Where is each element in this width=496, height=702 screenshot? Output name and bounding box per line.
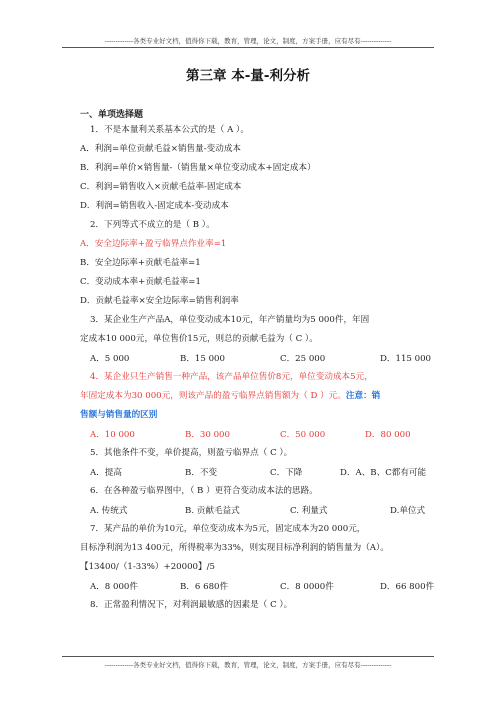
q1-option-d: D．利润=销售收入-固定成本-变动成本 (80, 201, 229, 211)
q3-stem-line2: 定成本10 000元，单位售价15元，则总的贡献毛益为（ C ）。 (80, 334, 318, 344)
q2-option-d: D．贡献毛益率×安全边际率=销售利润率 (80, 296, 239, 306)
q4-option: B．30 000 (185, 430, 230, 440)
q2-stem: 2．下列等式不成立的是（ B ）。 (90, 220, 215, 230)
q4-option: D．80 000 (365, 430, 411, 440)
q6-option: B. 贡献毛益式 (185, 506, 240, 516)
q5-option: A．提高 (90, 468, 122, 478)
q7-stem-line2: 目标净利润为13 400元，所得税率为33%，则实现目标净利润的销售量为（A）。 (80, 543, 389, 553)
q6-option: D.单位式 (390, 506, 426, 516)
q1-option-a: A．利润=单位贡献毛益×销售量-变动成本 (80, 144, 242, 154)
q4-option: A．10 000 (90, 430, 135, 440)
q5-option: C．下降 (270, 468, 303, 478)
q5-option: B．不变 (185, 468, 218, 478)
chapter-title: 第三章 本-量-利分析 (186, 68, 310, 84)
q7-option: B．6 680件 (180, 582, 229, 592)
q1-stem: 1．不是本量利关系基本公式的是（ A ）。 (90, 125, 249, 135)
q4-note-line2: 售额与销售量的区别 (80, 410, 158, 420)
q6-option: C. 利量式 (290, 506, 328, 516)
q3-option: B．15 000 (180, 354, 225, 364)
q7-option: C．8 0000件 (280, 582, 334, 592)
q3-option: C．25 000 (280, 354, 326, 364)
q4-stem-line1: 4．某企业只生产销售一种产品，该产品单位售价8元，单位变动成本5元， (90, 372, 373, 382)
q7-option: D．66 800件 (380, 582, 435, 592)
q5-stem: 5．其他条件不变，单价提高，则盈亏临界点（ C ）。 (90, 448, 293, 458)
q4-option: C．50 000 (280, 430, 326, 440)
q3-stem-line1: 3．某企业生产产品A，单位变动成本10元，年产销量均为5 000件，年固 (90, 315, 370, 325)
page-footer: -------------各类专业好文档，值得你下载，教育，管理，论文，制度，方案手册，应有尽有-------------- (104, 661, 392, 669)
q4-note: 注意：销 (345, 391, 381, 401)
q1-option-b: B．利润=单价×销售量-（销售量×单位变动成本+固定成本） (80, 163, 316, 173)
footer-rule (62, 656, 434, 657)
q2-option-b: B．安全边际率+贡献毛益率=1 (80, 258, 201, 268)
page-header: -------------各类专业好文档，值得你下载，教育，管理，论文，制度，方案手册，应有尽有-------------- (104, 37, 392, 45)
q7-stem-line1: 7．某产品的单价为10元，单位变动成本为5元，固定成本为20 000元， (90, 524, 366, 534)
q2-option-c: C．变动成本率+贡献毛益率=1 (80, 277, 201, 287)
q7-option: A．8 000件 (90, 582, 138, 592)
q3-option: A．5 000 (90, 354, 130, 364)
q5-option: D．A、B、C都有可能 (340, 468, 427, 478)
q6-stem: 6．在各种盈亏临界图中，（ B ）更符合变动成本法的思路。 (90, 486, 318, 496)
q4-stem-line2 (80, 390, 380, 402)
q3-option: D．115 000 (380, 354, 432, 364)
q1-option-c: C．利润=销售收入×贡献毛益率-固定成本 (80, 182, 242, 192)
section-heading: 一、单项选择题 (80, 110, 144, 120)
q2-option-a: A．安全边际率+盈亏临界点作业率=1 (80, 239, 227, 249)
q6-option: A. 传统式 (90, 506, 128, 516)
header-rule (62, 47, 434, 48)
q8-stem: 8．正常盈利情况下，对利润最敏感的因素是（ C ）。 (90, 600, 293, 610)
q7-formula: 【13400/（1-33%）+20000】/5 (80, 562, 215, 572)
q4-stem-text: 年固定成本为30 000元，则该产品的盈亏临界点销售额为（ D ）元。 (80, 391, 346, 401)
